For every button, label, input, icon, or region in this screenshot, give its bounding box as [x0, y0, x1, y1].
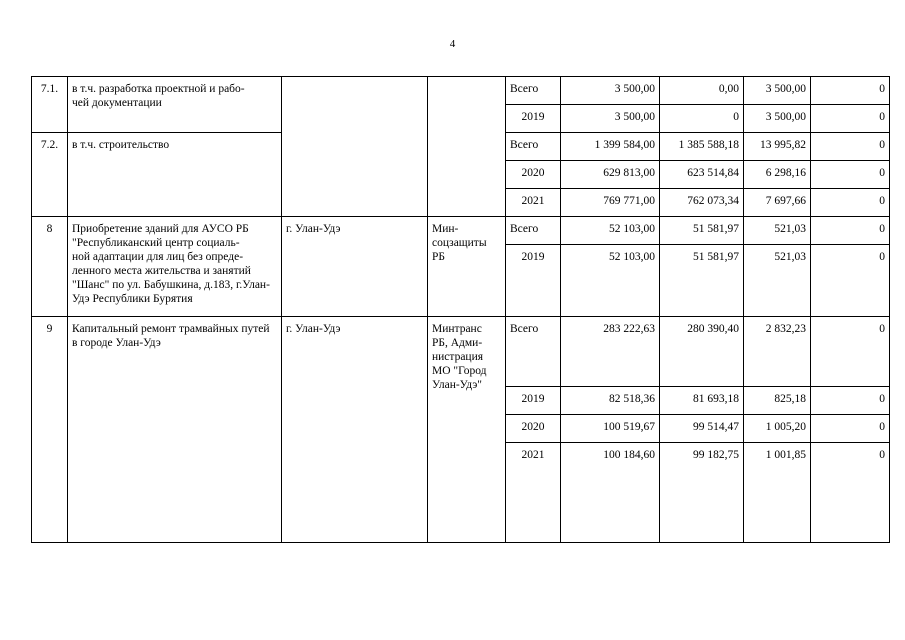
- regional-cell: 3 500,00: [744, 77, 811, 105]
- year-cell: 2020: [506, 415, 561, 443]
- local-cell: 0: [811, 77, 890, 105]
- local-cell: 0: [811, 415, 890, 443]
- year-cell: 2021: [506, 189, 561, 217]
- federal-cell: 51 581,97: [660, 245, 744, 317]
- regional-cell: 521,03: [744, 245, 811, 317]
- regional-cell: 521,03: [744, 217, 811, 245]
- table-row: [32, 317, 890, 387]
- total-cell: 3 500,00: [561, 105, 660, 133]
- project-name-text: в т.ч. разработка проектной и рабо- чей документации: [72, 83, 245, 109]
- federal-cell: 280 390,40: [660, 317, 744, 387]
- regional-cell: 6 298,16: [744, 161, 811, 189]
- project-executor: [428, 217, 506, 317]
- local-cell: 0: [811, 245, 890, 317]
- budget-table: [31, 76, 890, 543]
- year-cell: 2019: [506, 105, 561, 133]
- page-number: 4: [449, 38, 456, 50]
- federal-cell: 762 073,34: [660, 189, 744, 217]
- project-executor: [428, 317, 506, 543]
- year-cell: 2020: [506, 161, 561, 189]
- row-number: 9: [32, 317, 68, 543]
- year-cell: 2019: [506, 245, 561, 317]
- project-executor: [428, 77, 506, 217]
- total-cell: 283 222,63: [561, 317, 660, 387]
- local-cell: 0: [811, 217, 890, 245]
- total-cell: 629 813,00: [561, 161, 660, 189]
- regional-cell: 7 697,66: [744, 189, 811, 217]
- year-cell: Всего: [506, 133, 561, 161]
- total-cell: 82 518,36: [561, 387, 660, 415]
- row-number: 8: [32, 217, 68, 317]
- federal-cell: 0,00: [660, 77, 744, 105]
- project-name-text: Приобретение зданий для АУСО РБ "Республиканский центр социаль- ной адаптации для лиц без опреде- ленного места жительства и занятий "Шанс" по ул. Бабушкина, д.183, г.Улан-Удэ Республики Бурятия: [72, 223, 270, 305]
- total-cell: 3 500,00: [561, 77, 660, 105]
- federal-cell: 81 693,18: [660, 387, 744, 415]
- total-cell: 1 399 584,00: [561, 133, 660, 161]
- year-cell: Всего: [506, 77, 561, 105]
- federal-cell: 0: [660, 105, 744, 133]
- regional-cell: 3 500,00: [744, 105, 811, 133]
- federal-cell: 623 514,84: [660, 161, 744, 189]
- federal-cell: 51 581,97: [660, 217, 744, 245]
- regional-cell: 1 001,85: [744, 443, 811, 543]
- regional-cell: 2 832,23: [744, 317, 811, 387]
- total-cell: 52 103,00: [561, 245, 660, 317]
- local-cell: 0: [811, 317, 890, 387]
- project-name: в т.ч. строительство: [68, 133, 282, 217]
- row-number: 7.2.: [32, 133, 68, 217]
- total-cell: 769 771,00: [561, 189, 660, 217]
- local-cell: 0: [811, 387, 890, 415]
- local-cell: 0: [811, 105, 890, 133]
- table-row: [32, 77, 890, 105]
- project-executor-text: Мин- соцзащиты РБ: [432, 223, 487, 263]
- regional-cell: 1 005,20: [744, 415, 811, 443]
- year-cell: Всего: [506, 217, 561, 245]
- row-number: 7.1.: [32, 77, 68, 133]
- total-cell: 100 519,67: [561, 415, 660, 443]
- local-cell: 0: [811, 189, 890, 217]
- federal-cell: 99 514,47: [660, 415, 744, 443]
- local-cell: 0: [811, 161, 890, 189]
- project-name: [68, 217, 282, 317]
- year-cell: 2021: [506, 443, 561, 543]
- project-name: Капитальный ремонт трамвайных путей в городе Улан-Удэ: [68, 317, 282, 543]
- regional-cell: 825,18: [744, 387, 811, 415]
- project-place: г. Улан-Удэ: [282, 217, 428, 317]
- year-cell: Всего: [506, 317, 561, 387]
- local-cell: 0: [811, 133, 890, 161]
- project-place: [282, 77, 428, 217]
- project-executor-text: Минтранс РБ, Адми- нистрация МО "Город Улан-Удэ": [432, 323, 487, 391]
- table-row: [32, 217, 890, 245]
- total-cell: 52 103,00: [561, 217, 660, 245]
- federal-cell: 1 385 588,18: [660, 133, 744, 161]
- project-name: [68, 77, 282, 133]
- local-cell: 0: [811, 443, 890, 543]
- year-cell: 2019: [506, 387, 561, 415]
- project-place: г. Улан-Удэ: [282, 317, 428, 543]
- federal-cell: 99 182,75: [660, 443, 744, 543]
- total-cell: 100 184,60: [561, 443, 660, 543]
- regional-cell: 13 995,82: [744, 133, 811, 161]
